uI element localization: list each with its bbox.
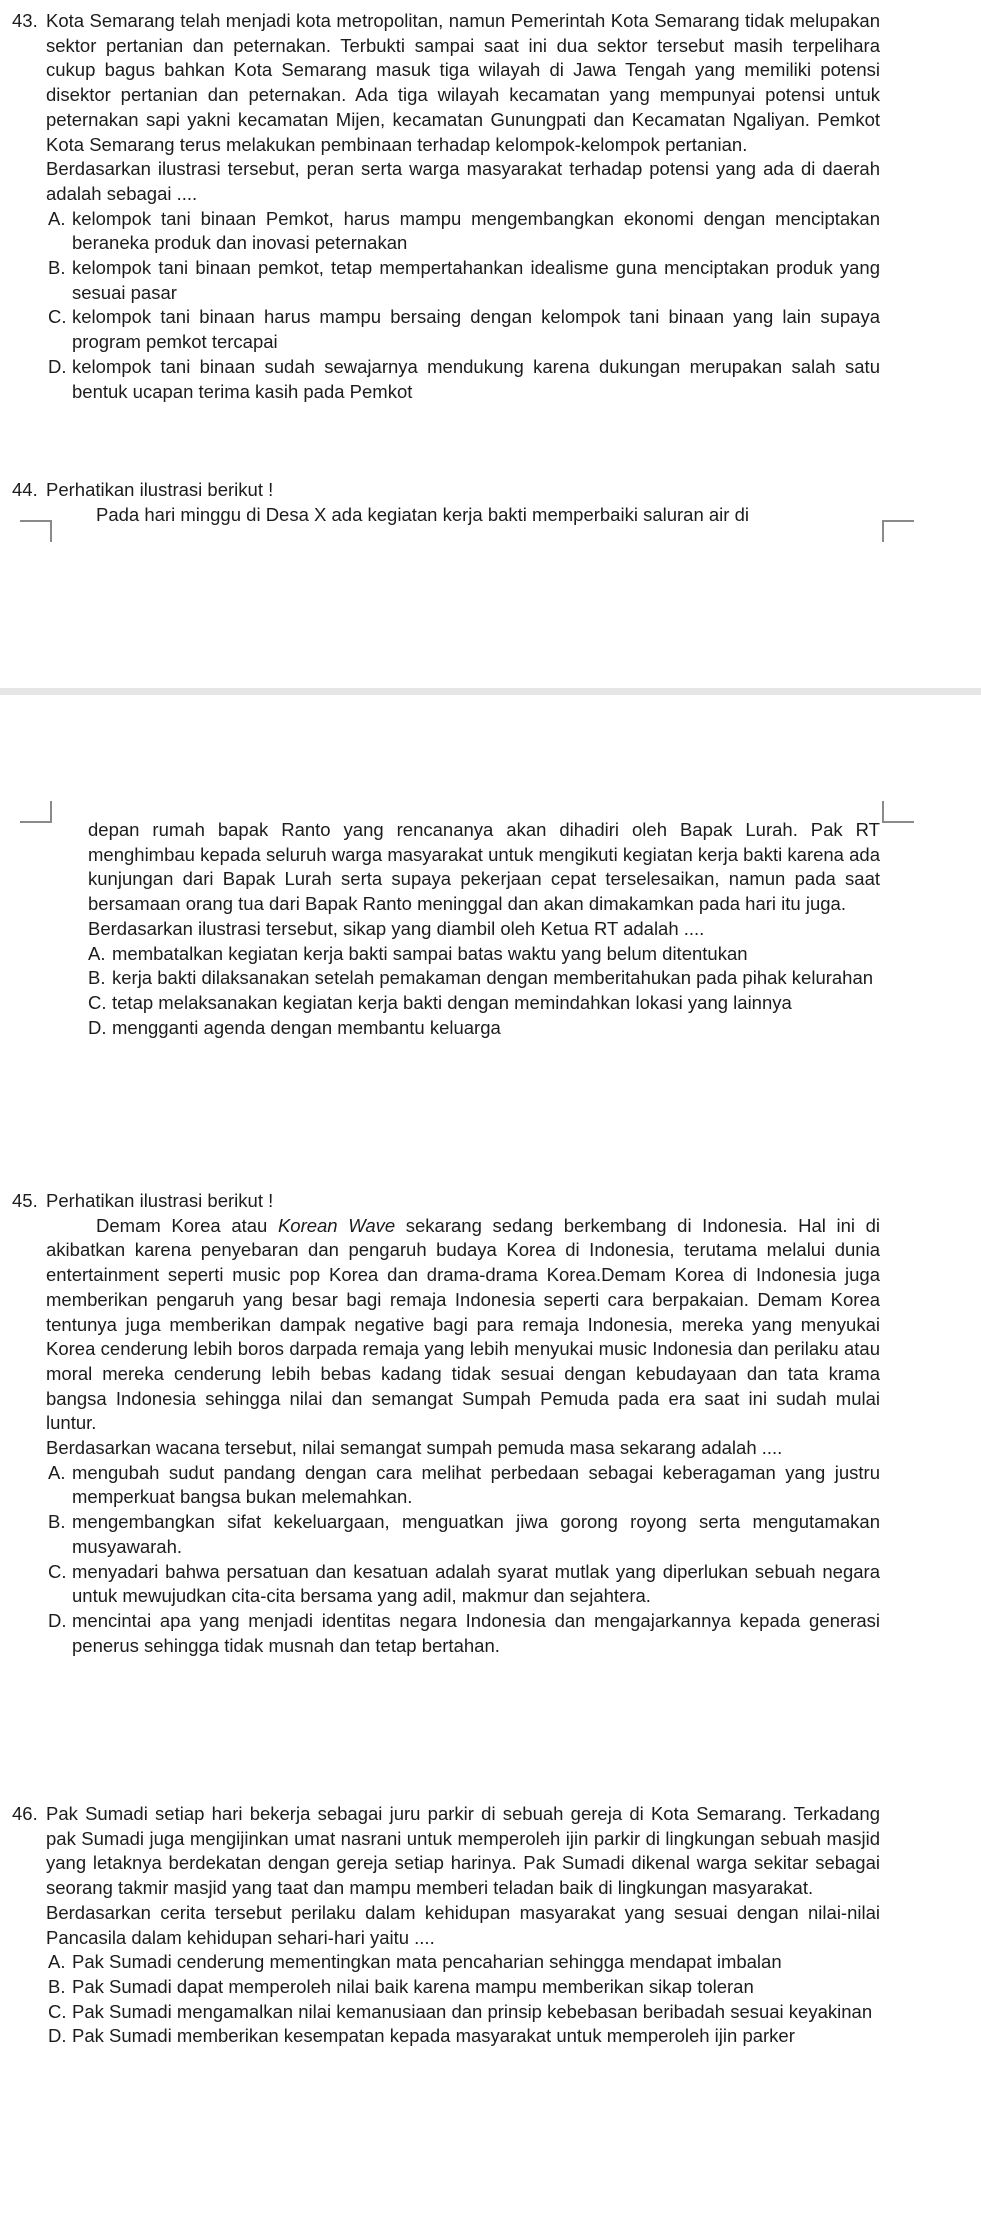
question-prompt: Berdasarkan wacana tersebut, nilai semangat sumpah pemuda masa sekarang adalah .... xyxy=(46,1437,783,1459)
answer-option-c[interactable]: C. Pak Sumadi mengamalkan nilai kemanusiaan dan prinsip kebebasan beribadah sesuai keyakinan xyxy=(48,2000,873,2022)
answer-option-a[interactable]: A. Pak Sumadi cenderung mementingkan mata pencaharian sehingga mendapat imbalan xyxy=(48,1951,782,1973)
question-paragraph-start: Pada hari minggu di Desa X ada kegiatan kerja bakti memperbaiki saluran air di xyxy=(96,503,749,525)
question-prompt: Berdasarkan cerita tersebut perilaku dalam kehidupan masyarakat yang sesuai dengan nilai-nilai Pancasila dalam kehidupan sehari-hari yaitu .... xyxy=(46,1901,880,1948)
answer-options xyxy=(88,942,880,1041)
answer-option-d[interactable]: D. mencintai apa yang menjadi identitas negara Indonesia dan mengajarkannya kepada generasi penerus sehingga tidak musnah dan tetap bertahan. xyxy=(48,1609,880,1656)
page-corner-mark xyxy=(882,801,914,823)
page-separator xyxy=(0,688,981,695)
answer-option-a[interactable]: A. kelompok tani binaan Pemkot, harus mampu mengembangkan ekonomi dengan menciptakan beraneka produk dan inovasi peternakan xyxy=(48,207,880,254)
question-number: 45. xyxy=(12,1190,38,1211)
question-45 xyxy=(12,1189,880,1658)
question-intro: Perhatikan ilustrasi berikut ! xyxy=(46,1190,274,1211)
answer-options xyxy=(48,1950,880,2049)
question-paragraph: Pak Sumadi setiap hari bekerja sebagai juru parkir di sebuah gereja di Kota Semarang. Terkadang pak Sumadi juga mengijinkan umat nasrani untuk memperoleh ijin parkir di lingkungan sebuah masjid yang letaknya berdekatan dengan gereja setiap harinya. Pak Sumadi dikenal warga sekitar sebagai seorang takmir masjid yang taat dan mampu memberi teladan baik di lingkungan masyarakat. xyxy=(46,1803,880,1899)
page-corner-mark xyxy=(882,520,914,542)
answer-option-b[interactable]: B. kerja bakti dilaksanakan setelah pemakaman dengan memberitahukan pada pihak kelurahan xyxy=(88,967,874,989)
page-corner-mark xyxy=(20,520,52,542)
question-prompt: Berdasarkan ilustrasi tersebut, peran serta warga masyarakat terhadap potensi yang ada di daerah adalah sebagai .... xyxy=(46,158,880,204)
answer-option-a[interactable]: A. membatalkan kegiatan kerja bakti sampai batas waktu yang belum ditentukan xyxy=(88,942,748,964)
answer-option-d[interactable]: D. Pak Sumadi memberikan kesempatan kepada masyarakat untuk memperoleh ijin parker xyxy=(48,2025,795,2047)
answer-option-a[interactable]: A. mengubah sudut pandang dengan cara melihat perbedaan sebagai keberagaman yang justru memperkuat bangsa bukan melemahkan. xyxy=(48,1461,880,1508)
answer-options xyxy=(48,207,880,405)
answer-option-d[interactable]: D. mengganti agenda dengan membantu keluarga xyxy=(88,1016,501,1038)
question-number: 44. xyxy=(12,479,38,500)
answer-option-c[interactable]: C. kelompok tani binaan harus mampu bersaing dengan kelompok tani binaan yang lain supaya program pemkot tercapai xyxy=(48,306,880,353)
answer-option-c[interactable]: C. tetap melaksanakan kegiatan kerja bakti dengan memindahkan lokasi yang lainnya xyxy=(88,991,792,1013)
question-paragraph: Kota Semarang telah menjadi kota metropolitan, namun Pemerintah Kota Semarang tidak melupakan sektor pertanian dan peternakan. Terbukti sampai saat ini dua sektor tersebut masih terpelihara cukup bagus bahkan Kota Semarang masuk tiga wilayah di Jawa Tengah yang memiliki potensi disektor pertanian dan peternakan. Ada tiga wilayah kecamatan yang mempunyai potensi untuk peternakan sapi yakni kecamatan Mijen, kecamatan Gunungpati dan Kecamatan Ngaliyan. Pemkot Kota Semarang terus melakukan pembinaan terhadap kelompok-kelompok pertanian. xyxy=(46,10,880,155)
answer-option-d[interactable]: D. kelompok tani binaan sudah sewajarnya mendukung karena dukungan merupakan salah satu bentuk ucapan terima kasih pada Pemkot xyxy=(48,355,880,402)
answer-option-c[interactable]: C. menyadari bahwa persatuan dan kesatuan adalah syarat mutlak yang diperlukan sebuah negara untuk mewujudkan cita-cita bersama yang adil, makmur dan sejahtera. xyxy=(48,1560,880,1607)
question-44-continued xyxy=(12,818,880,1040)
question-prompt: Berdasarkan ilustrasi tersebut, sikap yang diambil oleh Ketua RT adalah .... xyxy=(88,917,705,939)
question-paragraph-continued: depan rumah bapak Ranto yang rencananya akan dihadiri oleh Bapak Lurah. Pak RT menghimbau kepada seluruh warga masyarakat untuk mengikuti kegiatan kerja bakti karena ada kunjungan dari Bapak Lurah serta supaya pekerjaan cepat terselesaikan, namun pada saat bersamaan orang tua dari Bapak Ranto meninggal dan akan dimakamkan pada hari itu juga. xyxy=(88,819,880,915)
answer-options xyxy=(48,1461,880,1659)
answer-option-b[interactable]: B. mengembangkan sifat kekeluargaan, menguatkan jiwa gorong royong serta mengutamakan musyawarah. xyxy=(48,1511,880,1557)
question-46 xyxy=(12,1802,880,2049)
answer-option-b[interactable]: B. Pak Sumadi dapat memperoleh nilai baik karena mampu memberikan sikap toleran xyxy=(48,1975,754,1997)
answer-option-b[interactable]: B. kelompok tani binaan pemkot, tetap mempertahankan idealisme guna menciptakan produk yang sesuai pasar xyxy=(48,257,880,303)
question-number: 46. xyxy=(12,1803,38,1824)
question-43 xyxy=(12,9,880,404)
question-44 xyxy=(12,478,880,527)
question-paragraph: Demam Korea atau Korean Wave sekarang sedang berkembang di Indonesia. Hal ini di akibatkan karena penyebaran dan pengaruh budaya Korea di Indonesia, terutama melalui dunia entertainment seperti music pop Korea dan drama-drama Korea.Demam Korea di Indonesia juga memberikan pengaruh yang besar bagi remaja Indonesia seperti cara berpakaian. Demam Korea tentunya juga memberikan dampak negative bagi para remaja Indonesia, mereka yang menyukai Korea cenderung lebih boros darpada remaja yang lebih menyukai music Indonesia dan perilaku atau moral mereka cenderung lebih bebas kadang tidak sesuai dengan kebudayaan dan tata krama bangsa Indonesia sehingga nilai dan semangat Sumpah Pemuda pada era saat ini sudah mulai luntur. xyxy=(46,1214,881,1434)
question-number: 43. xyxy=(12,10,38,31)
question-intro: Perhatikan ilustrasi berikut ! xyxy=(46,479,274,500)
